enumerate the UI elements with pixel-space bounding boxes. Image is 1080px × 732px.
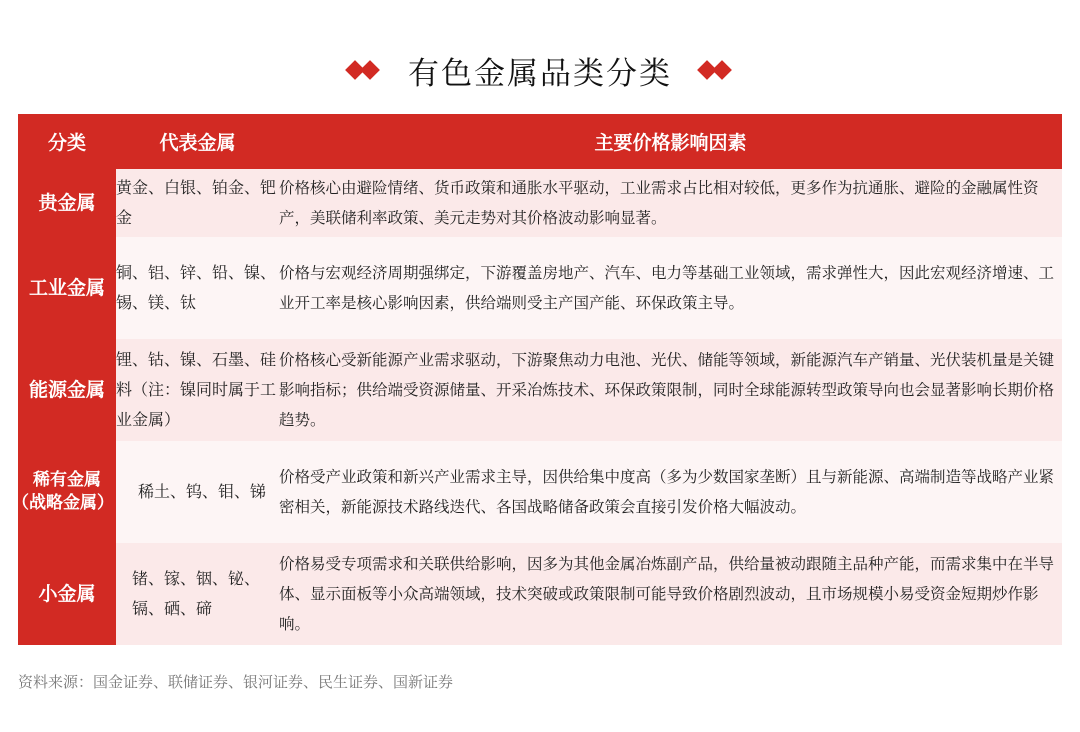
title-bar: [0, 44, 1080, 96]
category-line: 稀有金属: [33, 470, 101, 490]
category-cell: 工业金属: [18, 237, 116, 339]
double-diamond-icon: [346, 58, 382, 82]
table-header-row: [18, 114, 1062, 169]
metals-cell: 铜、铝、锌、铅、镍、锡、镁、钛: [116, 237, 279, 339]
table-row: [18, 169, 1062, 237]
column-header-category: 分类: [18, 114, 116, 169]
table-row: [18, 441, 1062, 543]
metals-cell: 锗、镓、铟、铋、镉、硒、碲: [116, 543, 279, 645]
factors-cell: 价格受产业政策和新兴产业需求主导，因供给集中度高（多为少数国家垄断）且与新能源、高端制造等战略产业紧密相关，新能源技术路线迭代、各国战略储备政策会直接引发价格大幅波动。: [279, 441, 1062, 543]
metals-cell: 稀土、钨、钼、锑: [116, 441, 279, 543]
category-cell: [12, 441, 116, 543]
factors-cell: 价格易受专项需求和关联供给影响，因多为其他金属冶炼副产品，供给量被动跟随主品种产能，而需求集中在半导体、显示面板等小众高端领域，技术突破或政策限制可能导致价格剧烈波动，且市场规模小易受资金短期炒作影响。: [279, 543, 1062, 645]
factors-cell: 价格核心由避险情绪、货币政策和通胀水平驱动，工业需求占比相对较低，更多作为抗通胀、避险的金融属性资产，美联储利率政策、美元走势对其价格波动影响显著。: [279, 169, 1062, 237]
category-cell: 能源金属: [18, 339, 116, 441]
metals-cell: 锂、钴、镍、石墨、硅料（注：镍同时属于工业金属）: [116, 339, 279, 441]
column-header-metals: 代表金属: [116, 114, 279, 169]
metals-cell: 黄金、白银、铂金、钯金: [116, 169, 279, 237]
factors-cell: 价格与宏观经济周期强绑定，下游覆盖房地产、汽车、电力等基础工业领域，需求弹性大，因此宏观经济增速、工业开工率是核心影响因素，供给端则受主产国产能、环保政策主导。: [279, 237, 1062, 339]
category-cell: 小金属: [18, 543, 116, 645]
source-note: 资料来源：国金证券、联储证券、银河证券、民生证券、国新证券: [18, 673, 454, 691]
table-row: [18, 543, 1062, 645]
table-row: [18, 237, 1062, 339]
metal-classification-table: [12, 114, 1062, 645]
factors-cell: 价格核心受新能源产业需求驱动，下游聚焦动力电池、光伏、储能等领域，新能源汽车产销量、光伏装机量是关键影响指标；供给端受资源储量、开采冶炼技术、环保政策限制，同时全球能源转型政策导向也会显著影响长期价格趋势。: [279, 339, 1062, 441]
page-title: 有色金属品类分类: [408, 55, 672, 92]
double-diamond-icon: [698, 58, 734, 82]
table-row: [18, 339, 1062, 441]
column-header-factors: 主要价格影响因素: [279, 114, 1062, 169]
category-subline: （战略金属）: [12, 493, 114, 513]
category-cell: 贵金属: [18, 169, 116, 237]
